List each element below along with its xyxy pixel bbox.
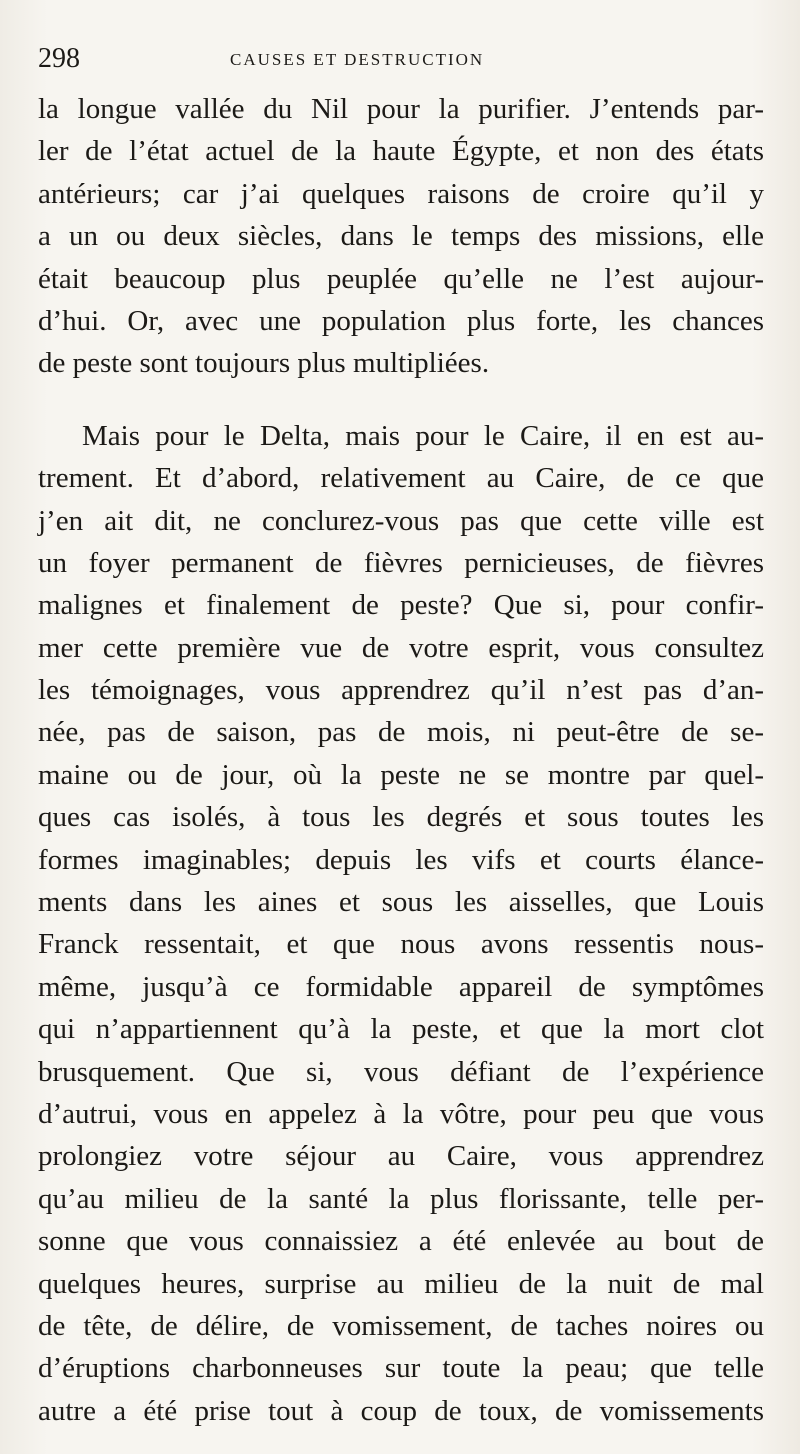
text-line: d’hui. Or, avec une population plus forte, les chances	[38, 304, 764, 337]
text-line: était beaucoup plus peuplée qu’elle ne l’est aujour-	[38, 262, 764, 295]
text-line: trement. Et d’abord, relativement au Caire, de ce que	[38, 462, 764, 495]
text-line: malignes et finalement de peste? Que si, pour confir-	[38, 589, 764, 622]
text-line: de peste sont toujours plus multipliées.	[38, 347, 490, 380]
page-header	[38, 42, 762, 76]
paragraph-gap	[38, 385, 764, 415]
paragraph-2	[38, 415, 764, 1432]
text-line: née, pas de saison, pas de mois, ni peut-être de se-	[38, 716, 764, 749]
body-text	[38, 88, 764, 1432]
text-line: même, jusqu’à ce formidable appareil de symptômes	[38, 970, 764, 1003]
text-line: antérieurs; car j’ai quelques raisons de croire qu’il y	[38, 177, 764, 210]
text-line: qui n’appartiennent qu’à la peste, et que la mort clot	[38, 1013, 764, 1046]
text-line: quelques heures, surprise au milieu de la nuit de mal	[38, 1267, 764, 1300]
running-head: CAUSES ET DESTRUCTION	[230, 50, 485, 69]
text-line: maine ou de jour, où la peste ne se montre par quel-	[38, 758, 764, 791]
text-line: Mais pour le Delta, mais pour le Caire, il en est au-	[82, 419, 764, 452]
text-line: ments dans les aines et sous les aisselles, que Louis	[38, 886, 764, 919]
text-line: d’autrui, vous en appelez à la vôtre, pour peu que vous	[38, 1097, 764, 1130]
text-line: qu’au milieu de la santé la plus florissante, telle per-	[38, 1182, 764, 1215]
paragraph-1	[38, 88, 764, 385]
text-line: mer cette première vue de votre esprit, vous consultez	[38, 631, 764, 664]
text-line: a un ou deux siècles, dans le temps des missions, elle	[38, 220, 764, 253]
text-line: Franck ressentait, et que nous avons ressentis nous-	[38, 928, 764, 961]
text-line: de tête, de délire, de vomissement, de taches noires ou	[38, 1309, 764, 1342]
page-number: 298	[38, 43, 80, 74]
text-line: la longue vallée du Nil pour la purifier. J’entends par-	[38, 93, 764, 125]
text-line: j’en ait dit, ne conclurez-vous pas que cette ville est	[38, 504, 764, 537]
text-line: ler de l’état actuel de la haute Égypte, et non des états	[38, 135, 764, 168]
text-line: prolongiez votre séjour au Caire, vous apprendrez	[38, 1140, 764, 1173]
text-line: formes imaginables; depuis les vifs et courts élance-	[38, 843, 764, 876]
text-line: un foyer permanent de fièvres pernicieuses, de fièvres	[38, 546, 764, 579]
text-line: ques cas isolés, à tous les degrés et sous toutes les	[38, 801, 764, 834]
text-line: les témoignages, vous apprendrez qu’il n’est pas d’an-	[38, 674, 764, 707]
text-line: d’éruptions charbonneuses sur toute la peau; que telle	[38, 1352, 764, 1385]
text-line: autre a été prise tout à coup de toux, de vomissements	[38, 1394, 764, 1427]
text-line: brusquement. Que si, vous défiant de l’expérience	[38, 1055, 764, 1088]
text-line: sonne que vous connaissiez a été enlevée au bout de	[38, 1225, 764, 1258]
